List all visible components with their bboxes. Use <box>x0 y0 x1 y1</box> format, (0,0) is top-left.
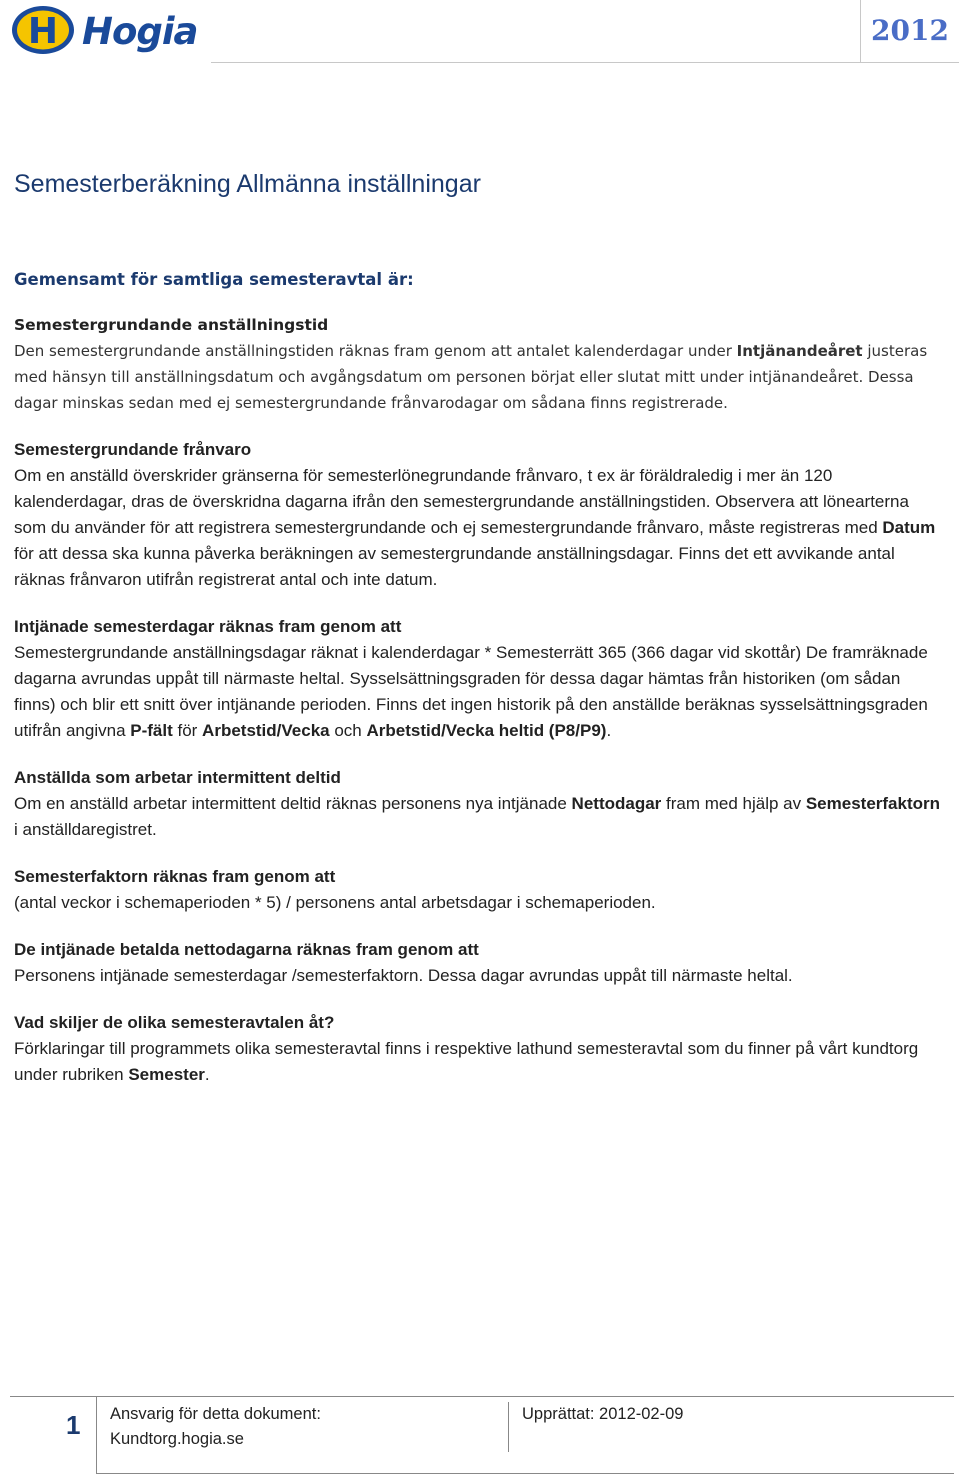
text-run: fram med hjälp av <box>661 794 806 813</box>
text-run: för <box>172 721 203 740</box>
text-run: Den semestergrundande anställningstiden räknas fram genom att antalet kalenderdagar under <box>14 342 737 360</box>
text-run: i anställdaregistret. <box>14 820 157 839</box>
bold-term: Intjänandeåret <box>736 342 863 360</box>
section-semesteravtal <box>14 1010 944 1088</box>
section-text <box>14 791 944 843</box>
common-heading: Gemensamt för samtliga semesteravtal är: <box>14 270 414 289</box>
bold-term: Datum <box>882 518 936 537</box>
text-run: Förklaringar till programmets olika semesteravtal finns i respektive lathund semesteravtal som du finner på vårt kundtorg under rubriken <box>14 1039 919 1084</box>
bold-term: P-fält <box>130 721 173 740</box>
year-label: 2012 <box>871 14 949 47</box>
footer-top-rule <box>10 1396 954 1397</box>
section-semesterfaktorn <box>14 864 944 916</box>
bold-term: Semesterfaktorn <box>805 794 941 813</box>
text-run: Semestergrundande anställningsdagar räknat i kalenderdagar * Semesterrätt 365 (366 dagar vid skottår) De framräknade dagarna avrundas uppåt till närmaste heltal. Sysselsättningsgraden för dessa dagar hämtas från historiken (om sådan finns) och blir ett snitt över intjänande perioden. Finns det ingen historik på den anställde beräknas sysselsättningsgraden utifrån angivna <box>14 643 928 740</box>
footer-page-divider <box>96 1396 97 1473</box>
logo-letter: H <box>27 11 59 52</box>
bold-term: Nettodagar <box>571 794 662 813</box>
section-title: Vad skiljer de olika semesteravtalen åt? <box>14 1013 335 1032</box>
text-run: för att dessa ska kunna påverka beräkningen av semestergrundande anställningsdagar. Finns det ett avvikande antal räknas frånvaron utifrån registrerat antal och inte datum. <box>14 544 895 589</box>
page-header <box>0 0 960 66</box>
section-text <box>14 1036 944 1088</box>
section-title: Semestergrundande frånvaro <box>14 440 252 459</box>
page-footer <box>0 1396 960 1477</box>
document-body <box>14 270 944 1109</box>
section-title: De intjänade betalda nettodagarna räknas fram genom att <box>14 940 479 959</box>
section-text <box>14 463 944 593</box>
section-intjanade-semesterdagar <box>14 614 944 744</box>
text-run: och <box>329 721 367 740</box>
section-text <box>14 338 944 416</box>
text-run: justeras med hänsyn till anställningsdatum och avgångsdatum om personen börjat eller slutat mitt under intjänandeåret. Dessa dagar minskas sedan med ej semestergrundande frånvarodagar om sådana finns registrerade. <box>14 342 928 412</box>
section-title: Semesterfaktorn räknas fram genom att <box>14 867 336 886</box>
bold-term: Arbetstid/Vecka <box>202 721 330 740</box>
year-box <box>860 0 959 63</box>
section-semestergrundande-franvaro <box>14 437 944 593</box>
section-intermittent-deltid <box>14 765 944 843</box>
section-text <box>14 640 944 744</box>
section-text: (antal veckor i schemaperioden * 5) / personens antal arbetsdagar i schemaperioden. <box>14 893 656 912</box>
footer-bottom-rule <box>96 1473 954 1474</box>
section-nettodagar <box>14 937 944 989</box>
text-run: Om en anställd överskrider gränserna för semesterlönegrundande frånvaro, t ex är föräldraledig i mer än 120 kalenderdagar, dras de överskridna dagarna ifrån den semestergrundande anställningstiden. Observera att lönearterna som du använder för att registrera semestergrundande och ej semestergrundande frånvaro, måste registreras med <box>14 466 909 537</box>
bold-term: Semester <box>128 1065 205 1084</box>
page-number: 1 <box>66 1410 81 1440</box>
section-title: Intjänade semesterdagar räknas fram genom att <box>14 617 402 636</box>
section-text: Personens intjänade semesterdagar /semesterfaktorn. Dessa dagar avrundas uppåt till närmaste heltal. <box>14 966 793 985</box>
bold-term: Arbetstid/Vecka heltid (P8/P9) <box>366 721 607 740</box>
hogia-logo <box>10 4 200 60</box>
footer-divider <box>508 1402 509 1452</box>
logo-wordmark: Hogia <box>82 10 198 53</box>
responsible-label: Ansvarig för detta dokument: <box>110 1405 321 1423</box>
page-title: Semesterberäkning Allmänna inställningar <box>14 170 481 198</box>
text-run: . <box>606 721 612 740</box>
header-rule <box>211 62 860 63</box>
logo-emblem-icon <box>10 4 76 56</box>
text-run: Om en anställd arbetar intermittent deltid räknas personens nya intjänade <box>14 794 572 813</box>
text-run: . <box>204 1065 210 1084</box>
section-semestergrundande-anstallningstid <box>14 312 944 416</box>
section-title: Anställda som arbetar intermittent deltid <box>14 768 341 787</box>
section-title: Semestergrundande anställningstid <box>14 316 329 334</box>
created-date: Upprättat: 2012-02-09 <box>522 1405 684 1423</box>
responsible-value: Kundtorg.hogia.se <box>110 1430 244 1448</box>
